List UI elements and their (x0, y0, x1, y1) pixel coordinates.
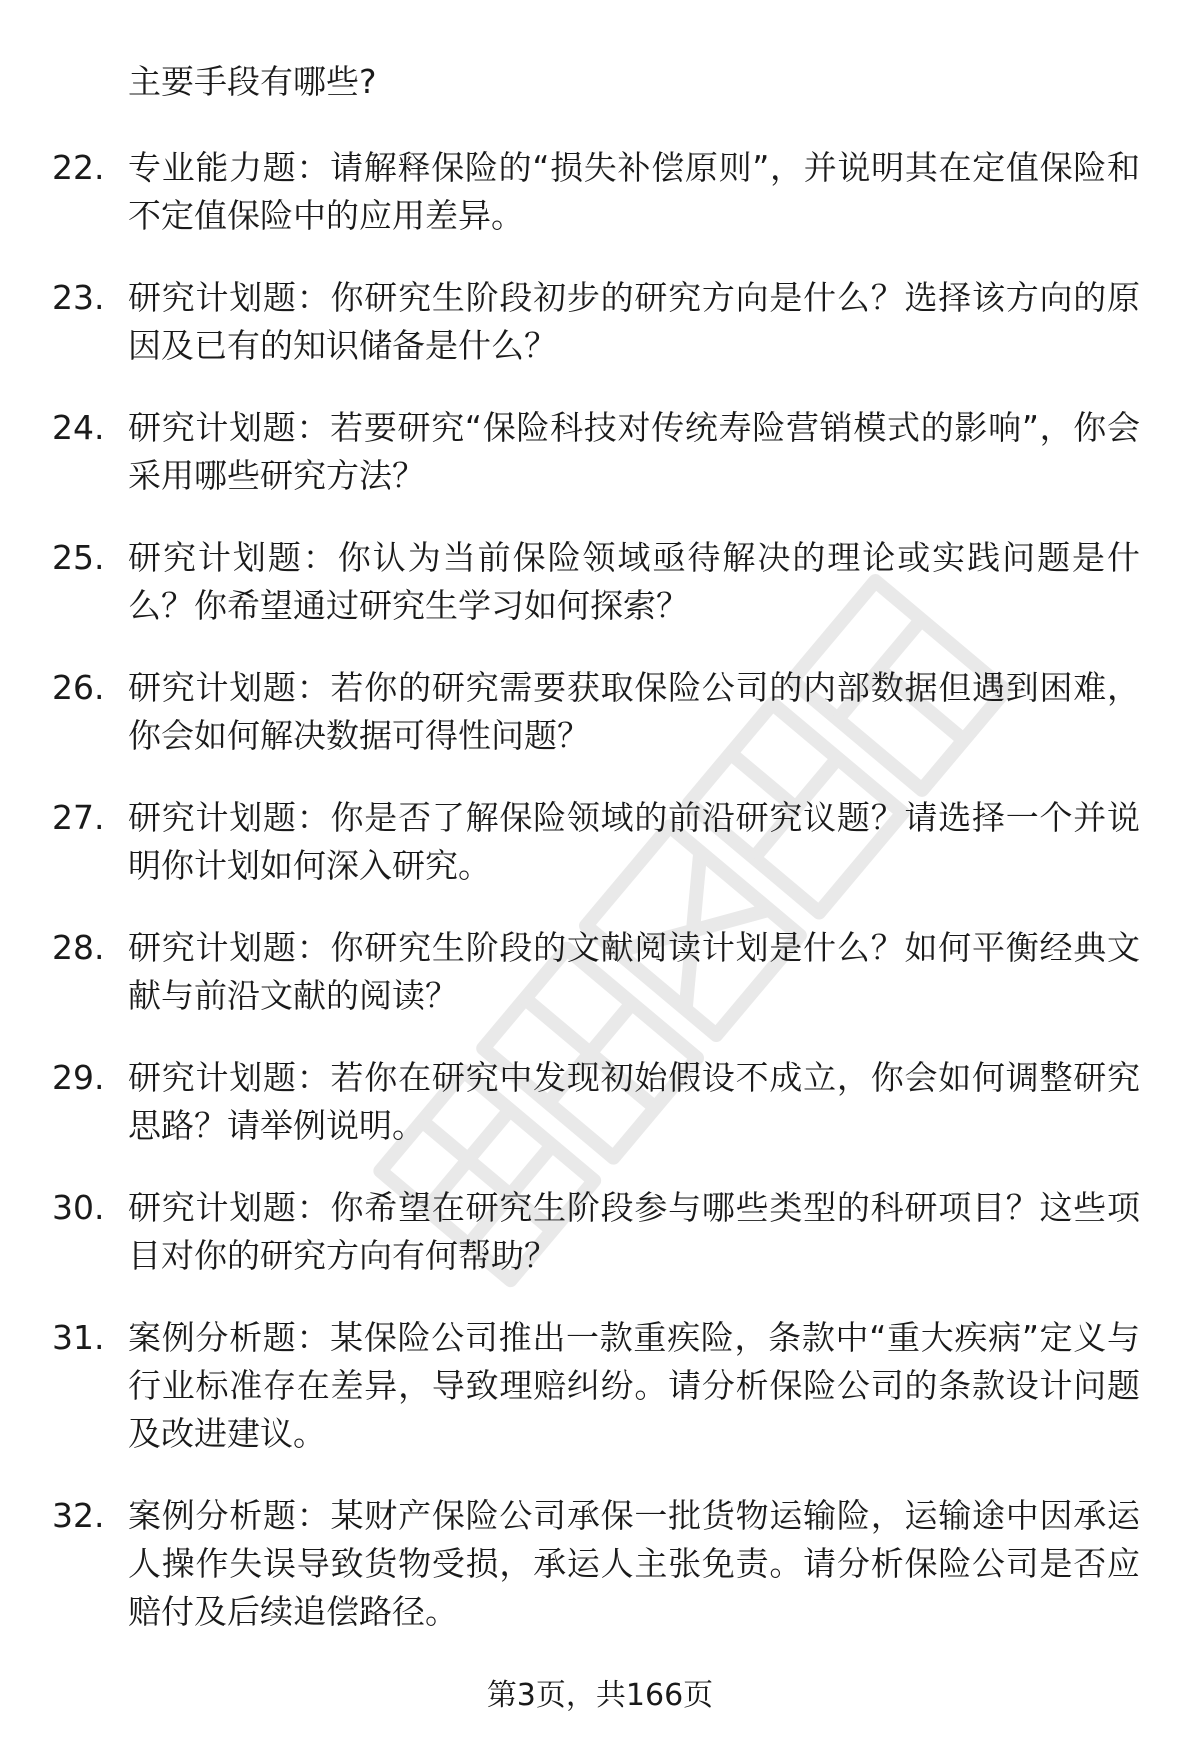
question-number: 26. (52, 668, 105, 707)
question-text: 专业能力题：请解释保险的“损失补偿原则”，并说明其在定值保险和不定值保险中的应用差异。 (128, 148, 1140, 235)
question-number: 30. (52, 1188, 105, 1227)
question-text: 研究计划题：若你的研究需要获取保险公司的内部数据但遇到困难，你会如何解决数据可得性问题？ (128, 668, 1140, 755)
question-number: 24. (52, 408, 105, 447)
question-item (0, 794, 1200, 890)
question-list (0, 144, 1200, 1670)
question-text: 研究计划题：你认为当前保险领域亟待解决的理论或实践问题是什么？你希望通过研究生学习如何探索？ (128, 538, 1140, 625)
question-number: 25. (52, 538, 105, 577)
question-text: 研究计划题：你是否了解保险领域的前沿研究议题？请选择一个并说明你计划如何深入研究。 (128, 798, 1140, 885)
question-item (0, 1054, 1200, 1150)
question-number: 31. (52, 1318, 105, 1357)
question-number: 27. (52, 798, 105, 837)
continuation-text: 主要手段有哪些? (128, 62, 377, 101)
question-item (0, 664, 1200, 760)
question-number: 28. (52, 928, 105, 967)
question-text: 研究计划题：若你在研究中发现初始假设不成立，你会如何调整研究思路？请举例说明。 (128, 1058, 1140, 1145)
question-item (0, 1492, 1200, 1636)
question-text: 案例分析题：某财产保险公司承保一批货物运输险，运输途中因承运人操作失误导致货物受损，承运人主张免责。请分析保险公司是否应赔付及后续追偿路径。 (128, 1496, 1140, 1631)
question-item (0, 1184, 1200, 1280)
question-item (0, 404, 1200, 500)
question-item (0, 274, 1200, 370)
question-text: 研究计划题：你希望在研究生阶段参与哪些类型的科研项目？这些项目对你的研究方向有何帮助？ (128, 1188, 1140, 1275)
question-number: 32. (52, 1496, 105, 1535)
question-number: 23. (52, 278, 105, 317)
question-item (0, 144, 1200, 240)
question-text: 研究计划题：你研究生阶段的文献阅读计划是什么？如何平衡经典文献与前沿文献的阅读？ (128, 928, 1140, 1015)
question-number: 22. (52, 148, 105, 187)
question-number: 29. (52, 1058, 105, 1097)
question-item (0, 534, 1200, 630)
question-text: 案例分析题：某保险公司推出一款重疾险，条款中“重大疾病”定义与行业标准存在差异，导致理赔纠纷。请分析保险公司的条款设计问题及改进建议。 (128, 1318, 1140, 1453)
question-text: 研究计划题：你研究生阶段初步的研究方向是什么？选择该方向的原因及已有的知识储备是什么？ (128, 278, 1140, 365)
question-text: 研究计划题：若要研究“保险科技对传统寿险营销模式的影响”，你会采用哪些研究方法？ (128, 408, 1140, 495)
page-footer: 第3页，共166页 (486, 1678, 714, 1713)
question-item (0, 924, 1200, 1020)
question-item (0, 1314, 1200, 1458)
